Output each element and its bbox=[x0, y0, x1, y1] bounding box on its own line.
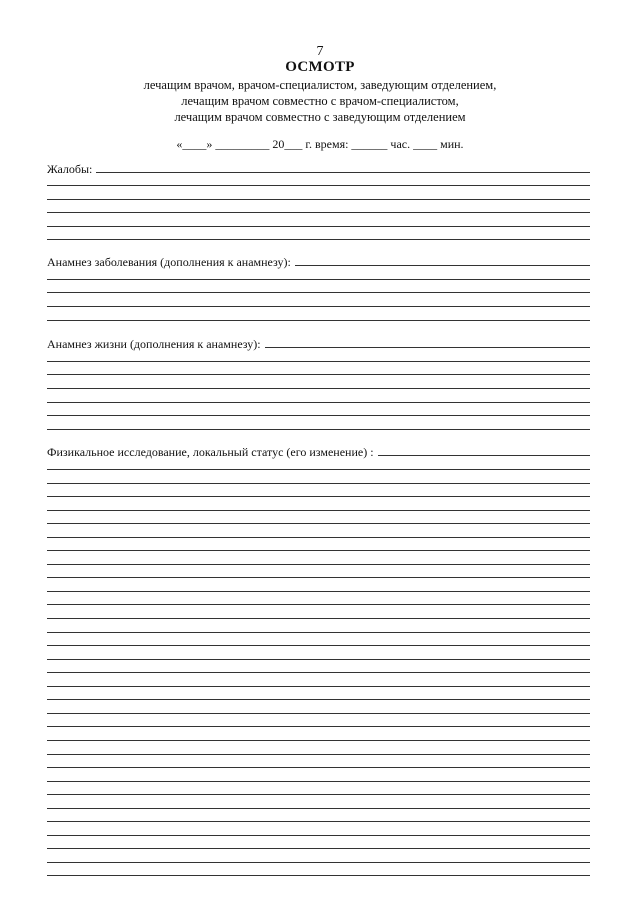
write-line[interactable] bbox=[47, 483, 590, 484]
form-title: ОСМОТР bbox=[285, 59, 355, 75]
write-line[interactable] bbox=[47, 402, 590, 403]
write-line[interactable] bbox=[47, 523, 590, 524]
write-line[interactable] bbox=[47, 740, 590, 741]
write-line[interactable] bbox=[47, 699, 590, 700]
write-line[interactable] bbox=[47, 862, 590, 863]
write-line[interactable] bbox=[47, 821, 590, 822]
write-line[interactable] bbox=[47, 226, 590, 227]
write-line[interactable] bbox=[47, 577, 590, 578]
write-line[interactable] bbox=[47, 279, 590, 280]
write-line[interactable] bbox=[47, 604, 590, 605]
write-line[interactable] bbox=[47, 618, 590, 619]
subtitle-line-3: лечащим врачом совместно с заведующим отделением bbox=[174, 110, 466, 124]
write-line[interactable] bbox=[47, 320, 590, 321]
write-line[interactable] bbox=[47, 564, 590, 565]
write-line[interactable] bbox=[47, 781, 590, 782]
write-line[interactable] bbox=[47, 726, 590, 727]
write-line[interactable] bbox=[47, 306, 590, 307]
write-line[interactable] bbox=[47, 875, 590, 876]
write-line[interactable] bbox=[47, 537, 590, 538]
disease-anamnesis-label: Анамнез заболевания (дополнения к анамнезу): bbox=[47, 255, 295, 269]
write-line[interactable] bbox=[47, 388, 590, 389]
write-line[interactable] bbox=[47, 808, 590, 809]
write-line[interactable] bbox=[47, 361, 590, 362]
write-line[interactable] bbox=[47, 199, 590, 200]
life-anamnesis-label: Анамнез жизни (дополнения к анамнезу): bbox=[47, 337, 265, 351]
write-line[interactable] bbox=[47, 212, 590, 213]
subtitle-line-1: лечащим врачом, врачом-специалистом, заведующим отделением, bbox=[143, 78, 497, 92]
write-line[interactable] bbox=[47, 713, 590, 714]
write-line[interactable] bbox=[47, 848, 590, 849]
write-line[interactable] bbox=[47, 794, 590, 795]
write-line[interactable] bbox=[47, 591, 590, 592]
write-line[interactable] bbox=[47, 550, 590, 551]
write-line[interactable] bbox=[47, 632, 590, 633]
write-line[interactable] bbox=[47, 292, 590, 293]
write-line[interactable] bbox=[47, 659, 590, 660]
write-line[interactable] bbox=[47, 429, 590, 430]
write-line[interactable] bbox=[47, 469, 590, 470]
write-line[interactable] bbox=[47, 686, 590, 687]
subtitle-line-2: лечащим врачом совместно с врачом-специалистом, bbox=[181, 94, 459, 108]
page-number: 7 bbox=[316, 44, 324, 59]
physical-exam-label: Физикальное исследование, локальный статус (его изменение) : bbox=[47, 445, 378, 459]
write-line[interactable] bbox=[47, 415, 590, 416]
write-line[interactable] bbox=[47, 239, 590, 240]
write-line[interactable] bbox=[47, 835, 590, 836]
write-line[interactable] bbox=[47, 374, 590, 375]
write-line[interactable] bbox=[47, 645, 590, 646]
write-line[interactable] bbox=[47, 496, 590, 497]
write-line[interactable] bbox=[47, 767, 590, 768]
date-time-line[interactable]: «____» _________ 20___ г. время: ______ час. ____ мин. bbox=[176, 137, 464, 151]
write-line[interactable] bbox=[47, 754, 590, 755]
write-line[interactable] bbox=[47, 672, 590, 673]
write-line[interactable] bbox=[47, 510, 590, 511]
write-line[interactable] bbox=[47, 185, 590, 186]
complaints-write-line[interactable] bbox=[47, 172, 590, 173]
complaints-label: Жалобы: bbox=[47, 162, 96, 176]
